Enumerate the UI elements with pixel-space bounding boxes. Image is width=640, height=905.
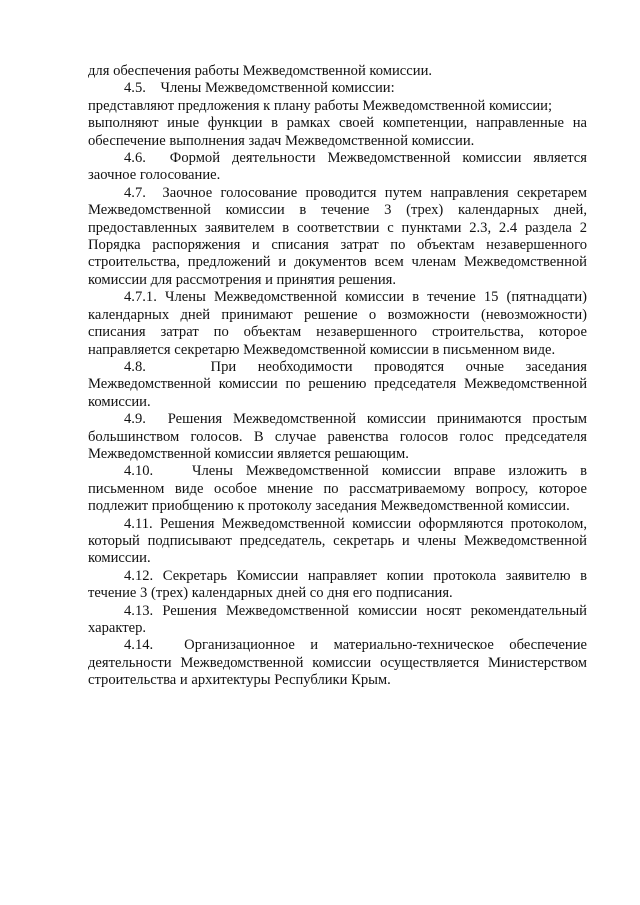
document-body [88, 63, 587, 690]
paragraph-4-6: 4.6. Формой деятельности Межведомственной комиссии является заочное голосование. [88, 150, 587, 184]
paragraph-4-10: 4.10. Члены Межведомственной комиссии вправе изложить в письменном виде особое мнение по рассматриваемому вопросу, которое подлежит приобщению к протоколу заседания Межведомственной комиссии. [88, 463, 587, 515]
paragraph-4-8: 4.8. При необходимости проводятся очные заседания Межведомственной комиссии по решению председателя Межведомственной комиссии. [88, 358, 587, 410]
paragraph-4-9: 4.9. Решения Межведомственной комиссии принимаются простым большинством голосов. В случае равенства голосов голос председателя Межведомственной комиссии является решающим. [88, 411, 587, 462]
paragraph-4-11: 4.11. Решения Межведомственной комиссии оформляются протоколом, который подписывают председатель, секретарь и члены Межведомственной комиссии. [88, 515, 587, 567]
paragraph-4-7-1: 4.7.1. Члены Межведомственной комиссии в течение 15 (пятнадцати) календарных дней принимают решение о возможности (невозможности) списания затрат по объектам незавершенного строительства, которое направляется секретарю Межведомственной комиссии в письменном виде. [88, 289, 587, 358]
paragraph-4-5-item-2: выполняют иные функции в рамках своей компетенции, направленные на обеспечение выполнения задач Межведомственной комиссии. [88, 115, 587, 149]
paragraph-4-12: 4.12. Секретарь Комиссии направляет копии протокола заявителю в течение 3 (трех) календарных дней со дня его подписания. [88, 567, 587, 602]
paragraph-continuation: для обеспечения работы Межведомственной комиссии. [88, 63, 433, 79]
paragraph-4-7: 4.7. Заочное голосование проводится путем направления секретарем Межведомственной комиссии в течение 3 (трех) календарных дней, предоставленных заявителем в соответствии с пунктами 2.3, 2.4 раздела 2 Порядка распоряжения и списания затрат по объектам незавершенного строительства, предложений и документов всем членам Межведомственной комиссии для рассмотрения и принятия решения. [88, 184, 587, 288]
paragraph-4-5: 4.5. Члены Межведомственной комиссии: [124, 80, 395, 97]
paragraph-4-5-item-1: представляют предложения к плану работы Межведомственной комиссии; [88, 97, 553, 114]
paragraph-4-14: 4.14. Организационное и материально-техническое обеспечение деятельности Межведомственной комиссии осуществляется Министерством строительства и архитектуры Республики Крым. [88, 637, 587, 689]
paragraph-4-13: 4.13. Решения Межведомственной комиссии носят рекомендательный характер. [88, 602, 587, 636]
